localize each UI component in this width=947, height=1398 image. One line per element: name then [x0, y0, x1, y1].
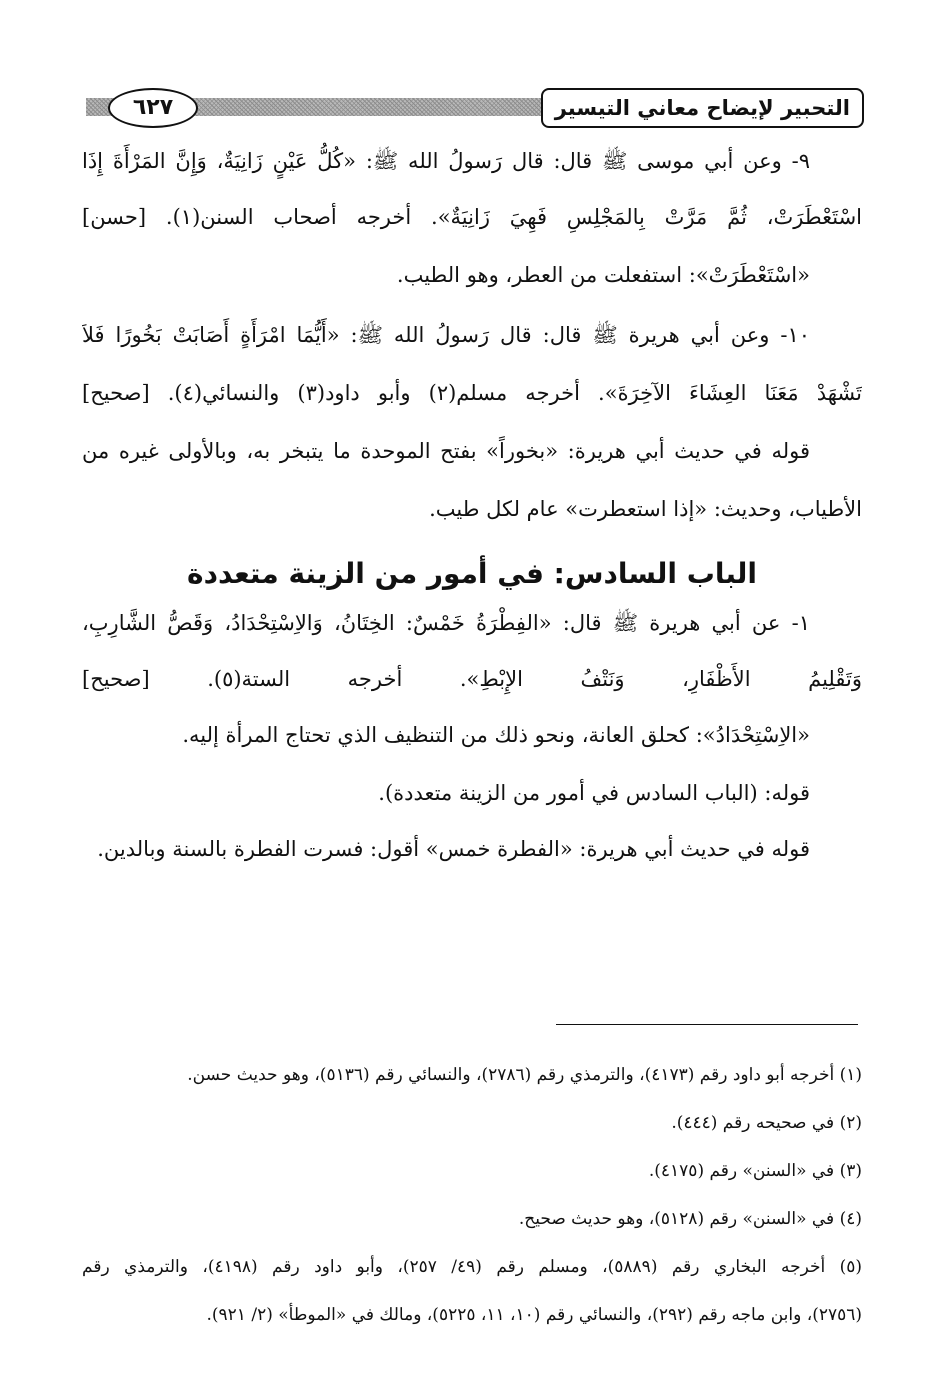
text-line: قوله: (الباب السادس في أمور من الزينة متعددة). [378, 781, 810, 805]
text-line: ٩- وعن أبي موسى ﷺ قال: قال رَسولُ الله ﷺ: «كُلُّ عَيْنٍ زَانِيَةٌ، وَإِنَّ المَرْأَةَ إِذَا [82, 149, 810, 173]
footnote: (١) أخرجه أبو داود رقم (٤١٧٣)، والترمذي رقم (٢٧٨٦)، والنسائي رقم (٥١٣٦)، وهو حديث حسن. [187, 1065, 862, 1085]
text-line: قوله في حديث أبي هريرة: «بخوراً» بفتح الموحدة ما يتبخر به، وبالأولى غيره من [82, 439, 810, 463]
footnote: (٣) في «السنن» رقم (٤١٧٥). [648, 1161, 862, 1181]
text-line: ١٠- وعن أبي هريرة ﷺ قال: قال رَسولُ الله ﷺ: «أَيُّمَا امْرَأَةٍ أَصَابَتْ بَخُورًا فَلاَ [82, 323, 810, 347]
footnote: (٢) في صحيحه رقم (٤٤٤). [671, 1113, 862, 1133]
text-line: «الاِسْتِحْدَادُ»: كحلق العانة، ونحو ذلك من التنظيف الذي تحتاج المرأة إليه. [182, 723, 810, 747]
footnote: (٥) أخرجه البخاري رقم (٥٨٨٩)، ومسلم رقم (٤٩/ ٢٥٧)، وأبو داود رقم (٤١٩٨)، والترمذي رقم [82, 1257, 862, 1277]
section-heading: الباب السادس: في أمور من الزينة متعددة [187, 557, 757, 590]
text-line: «اسْتَعْطَرَتْ»: استفعلت من العطر، وهو الطيب. [396, 263, 810, 287]
text-line: الأطياب، وحديث: «إذا استعطرت» عام لكل طيب. [429, 497, 862, 521]
footnote-separator [556, 1024, 858, 1025]
page-number: ٦٢٧ [108, 88, 198, 128]
book-title: التحبير لإيضاح معاني التيسير [541, 88, 864, 128]
text-line: ١- عن أبي هريرة ﷺ قال: «الفِطْرَةُ خَمْسٌ: الخِتَانُ، وَالاِسْتِحْدَادُ، وَقَصُّ الشَّارِبِ، [82, 611, 810, 635]
text-line: قوله في حديث أبي هريرة: «الفطرة خمس» أقول: فسرت الفطرة بالسنة وبالدين. [97, 837, 810, 861]
footnote: (٤) في «السنن» رقم (٥١٢٨)، وهو حديث صحيح. [518, 1209, 862, 1229]
running-header [86, 86, 864, 132]
text-line: اسْتَعْطَرَتْ، ثُمَّ مَرَّتْ بِالمَجْلِسِ فَهِيَ زَانِيَةٌ». أخرجه أصحاب السنن(١). [حسن] [82, 205, 862, 229]
text-line: وَتَقْلِيمُ الأَظْفَارِ، وَنَتْفُ الإِبْطِ». أخرجه الستة(٥). [صحيح] [82, 667, 862, 691]
text-line: تَشْهَدْ مَعَنَا العِشَاءَ الآخِرَةَ». أخرجه مسلم(٢) وأبو داود(٣) والنسائي(٤). [صحيح] [82, 381, 862, 405]
footnote: (٢٧٥٦)، وابن ماجه رقم (٢٩٢)، والنسائي رقم (١٠، ١١، ٥٢٢٥)، ومالك في «الموطأ» (٢/ ٩٢١). [206, 1305, 862, 1325]
